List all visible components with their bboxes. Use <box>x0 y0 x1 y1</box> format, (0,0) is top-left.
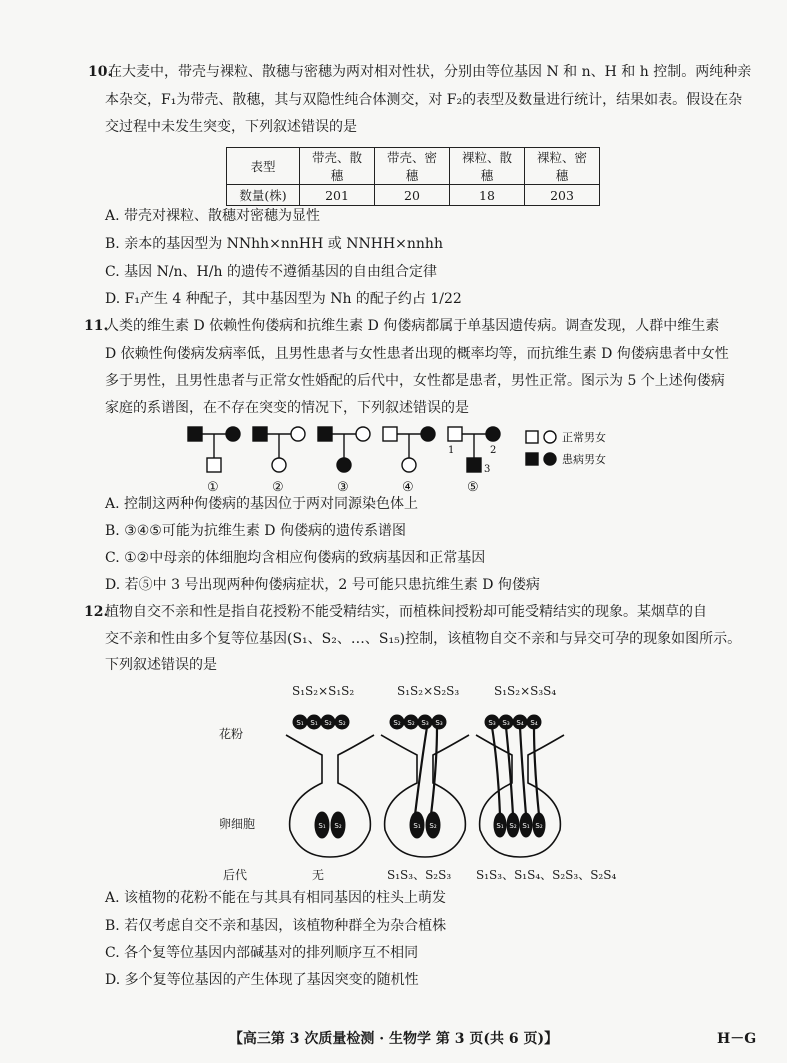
q12-number: 12. <box>84 604 109 620</box>
offspring-value: S₁S₃、S₂S₃ <box>387 868 452 882</box>
table-header-cell: 带壳、散穗 <box>300 148 375 185</box>
q10-stem-line-3: 交过程中未发生突变，下列叙述错误的是 <box>105 119 357 135</box>
offspring-label: 后代 <box>223 868 248 882</box>
table-header-cell: 裸粒、密穗 <box>525 148 600 185</box>
table-row-label: 数量(株) <box>227 185 300 206</box>
legend-normal-male-icon <box>526 431 538 443</box>
table-header-cell: 带壳、密穗 <box>375 148 450 185</box>
q10-number: 10. <box>88 64 113 80</box>
cross-label: S₁S₂×S₂S₃ <box>397 684 460 698</box>
offspring-value: S₁S₃、S₁S₄、S₂S₃、S₂S₄ <box>476 868 617 882</box>
q11-stem-line-3: 多于男性，且男性患者与正常女性婚配的后代中，女性都是患者，男性正常。图示为 5 个上述佝偻病 <box>105 373 725 389</box>
egg-allele: S₁ <box>522 822 530 830</box>
affected-male-icon <box>318 427 332 441</box>
normal-female-icon <box>291 427 305 441</box>
pistil-partial-cross <box>381 715 469 857</box>
q10-option-c: C. 基因 N/n、H/h 的遗传不遵循基因的自由组合定律 <box>105 264 437 280</box>
family-label: ⑤ <box>467 480 479 495</box>
pollen-allele: S₄ <box>530 719 538 727</box>
table-cell: 18 <box>450 185 525 206</box>
egg-allele: S₁ <box>496 822 504 830</box>
family-label: ① <box>207 480 219 495</box>
q12-stem-line-3: 下列叙述错误的是 <box>105 657 217 673</box>
affected-female-icon <box>226 427 240 441</box>
affected-male-icon <box>467 458 481 472</box>
cross-label: S₁S₂×S₁S₂ <box>292 684 355 698</box>
egg-allele: S₂ <box>334 822 342 830</box>
normal-female-icon <box>272 458 286 472</box>
q11-option-a: A. 控制这两种佝偻病的基因位于两对同源染色体上 <box>105 496 419 512</box>
affected-female-icon <box>486 427 500 441</box>
q11-option-c: C. ①②中母亲的体细胞均含相应佝偻病的致病基因和正常基因 <box>105 550 486 566</box>
family-label: ③ <box>337 480 349 495</box>
page-footer: 【高三第 3 次质量检测 · 生物学 第 3 页(共 6 页)】 <box>228 1031 559 1047</box>
q12-option-a: A. 该植物的花粉不能在与其具有相同基因的柱头上萌发 <box>105 890 447 906</box>
affected-male-icon <box>253 427 267 441</box>
legend-affected-label: 患病男女 <box>562 453 606 466</box>
normal-male-icon <box>383 427 397 441</box>
pedigree-chart <box>180 420 606 498</box>
egg-allele: S₂ <box>535 822 543 830</box>
family-label: ② <box>272 480 284 495</box>
pistil-self-cross <box>286 715 374 857</box>
q10-option-d: D. F₁产生 4 种配子，其中基因型为 Nh 的配子约占 1/22 <box>105 291 462 307</box>
affected-male-icon <box>188 427 202 441</box>
pollen-allele: S₄ <box>516 719 524 727</box>
q10-stem-line-1: 在大麦中，带壳与裸粒、散穗与密穗为两对相对性状，分别由等位基因 N 和 n、H 和 h 控制。两纯种亲 <box>108 64 752 80</box>
egg-cell-label: 卵细胞 <box>219 817 256 831</box>
q11-stem-line-4: 家庭的系谱图，在不存在突变的情况下，下列叙述错误的是 <box>105 400 469 416</box>
q11-number: 11. <box>84 318 109 334</box>
egg-allele: S₁ <box>413 822 421 830</box>
q12-option-c: C. 各个复等位基因内部碱基对的排列顺序互不相同 <box>105 945 419 961</box>
pistil-diagram <box>280 705 570 865</box>
pollen-label: 花粉 <box>219 727 244 741</box>
pollen-allele: S₂ <box>338 719 346 727</box>
q10-option-b: B. 亲本的基因型为 NNhh×nnHH 或 NNHH×nnhh <box>105 236 443 252</box>
pollen-allele: S₃ <box>488 719 496 727</box>
legend-affected-male-icon <box>526 453 538 465</box>
table-header-cell: 表型 <box>227 148 300 185</box>
affected-female-icon <box>421 427 435 441</box>
table-cell: 20 <box>375 185 450 206</box>
normal-male-icon <box>448 427 462 441</box>
paper-code: H－G <box>717 1031 757 1047</box>
individual-number: 1 <box>448 445 455 456</box>
table-header-cell: 裸粒、散穗 <box>450 148 525 185</box>
pollen-allele: S₃ <box>435 719 443 727</box>
q11-stem-line-1: 人类的维生素 D 依赖性佝偻病和抗维生素 D 佝偻病都属于单基因遗传病。调查发现，人群中维生素 <box>105 318 720 334</box>
pistil-full-cross <box>476 715 564 857</box>
pollen-allele: S₁ <box>296 719 304 727</box>
q10-stem-line-2: 本杂交，F₁为带壳、散穗，其与双隐性纯合体测交，对 F₂的表型及数量进行统计，结果如表。假设在杂 <box>105 92 743 108</box>
table-row <box>227 148 600 185</box>
family-label: ④ <box>402 480 414 495</box>
q11-stem-line-2: D 依赖性佝偻病发病率低，且男性患者与女性患者出现的概率均等，而抗维生素 D 佝偻病患者中女性 <box>105 346 729 362</box>
cross-label: S₁S₂×S₃S₄ <box>494 684 557 698</box>
normal-male-icon <box>207 458 221 472</box>
pollen-allele: S₂ <box>324 719 332 727</box>
pollen-allele: S₃ <box>502 719 510 727</box>
offspring-value: 无 <box>312 868 325 882</box>
normal-female-icon <box>356 427 370 441</box>
egg-allele: S₁ <box>318 822 326 830</box>
legend-affected-female-icon <box>544 453 556 465</box>
normal-female-icon <box>402 458 416 472</box>
table-cell: 203 <box>525 185 600 206</box>
q10-option-a: A. 带壳对裸粒、散穗对密穗为显性 <box>105 208 321 224</box>
individual-number: 2 <box>490 445 497 456</box>
individual-number: 3 <box>484 464 491 475</box>
pollen-allele: S₁ <box>310 719 318 727</box>
q11-option-d: D. 若⑤中 3 号出现两种佝偻病症状，2 号可能只患抗维生素 D 佝偻病 <box>105 577 540 593</box>
q11-option-b: B. ③④⑤可能为抗维生素 D 佝偻病的遗传系谱图 <box>105 523 406 539</box>
pollen-allele: S₃ <box>421 719 429 727</box>
egg-allele: S₂ <box>429 822 437 830</box>
q12-option-b: B. 若仅考虑自交不亲和基因，该植物种群全为杂合植株 <box>105 918 447 934</box>
affected-female-icon <box>337 458 351 472</box>
legend-normal-label: 正常男女 <box>562 431 606 444</box>
q12-stem-line-1: 植物自交不亲和性是指自花授粉不能受精结实，而植株间授粉却可能受精结实的现象。某烟草的自 <box>105 604 707 620</box>
pollen-allele: S₂ <box>407 719 415 727</box>
q12-option-d: D. 多个复等位基因的产生体现了基因突变的随机性 <box>105 972 419 988</box>
phenotype-table <box>226 147 600 206</box>
egg-allele: S₂ <box>509 822 517 830</box>
q12-stem-line-2: 交不亲和性由多个复等位基因(S₁、S₂、…、S₁₅)控制，该植物自交不亲和与异交可孕的现象如图所示。 <box>105 631 742 647</box>
table-row <box>227 185 600 206</box>
legend-normal-female-icon <box>544 431 556 443</box>
pollen-allele: S₂ <box>393 719 401 727</box>
table-cell: 201 <box>300 185 375 206</box>
